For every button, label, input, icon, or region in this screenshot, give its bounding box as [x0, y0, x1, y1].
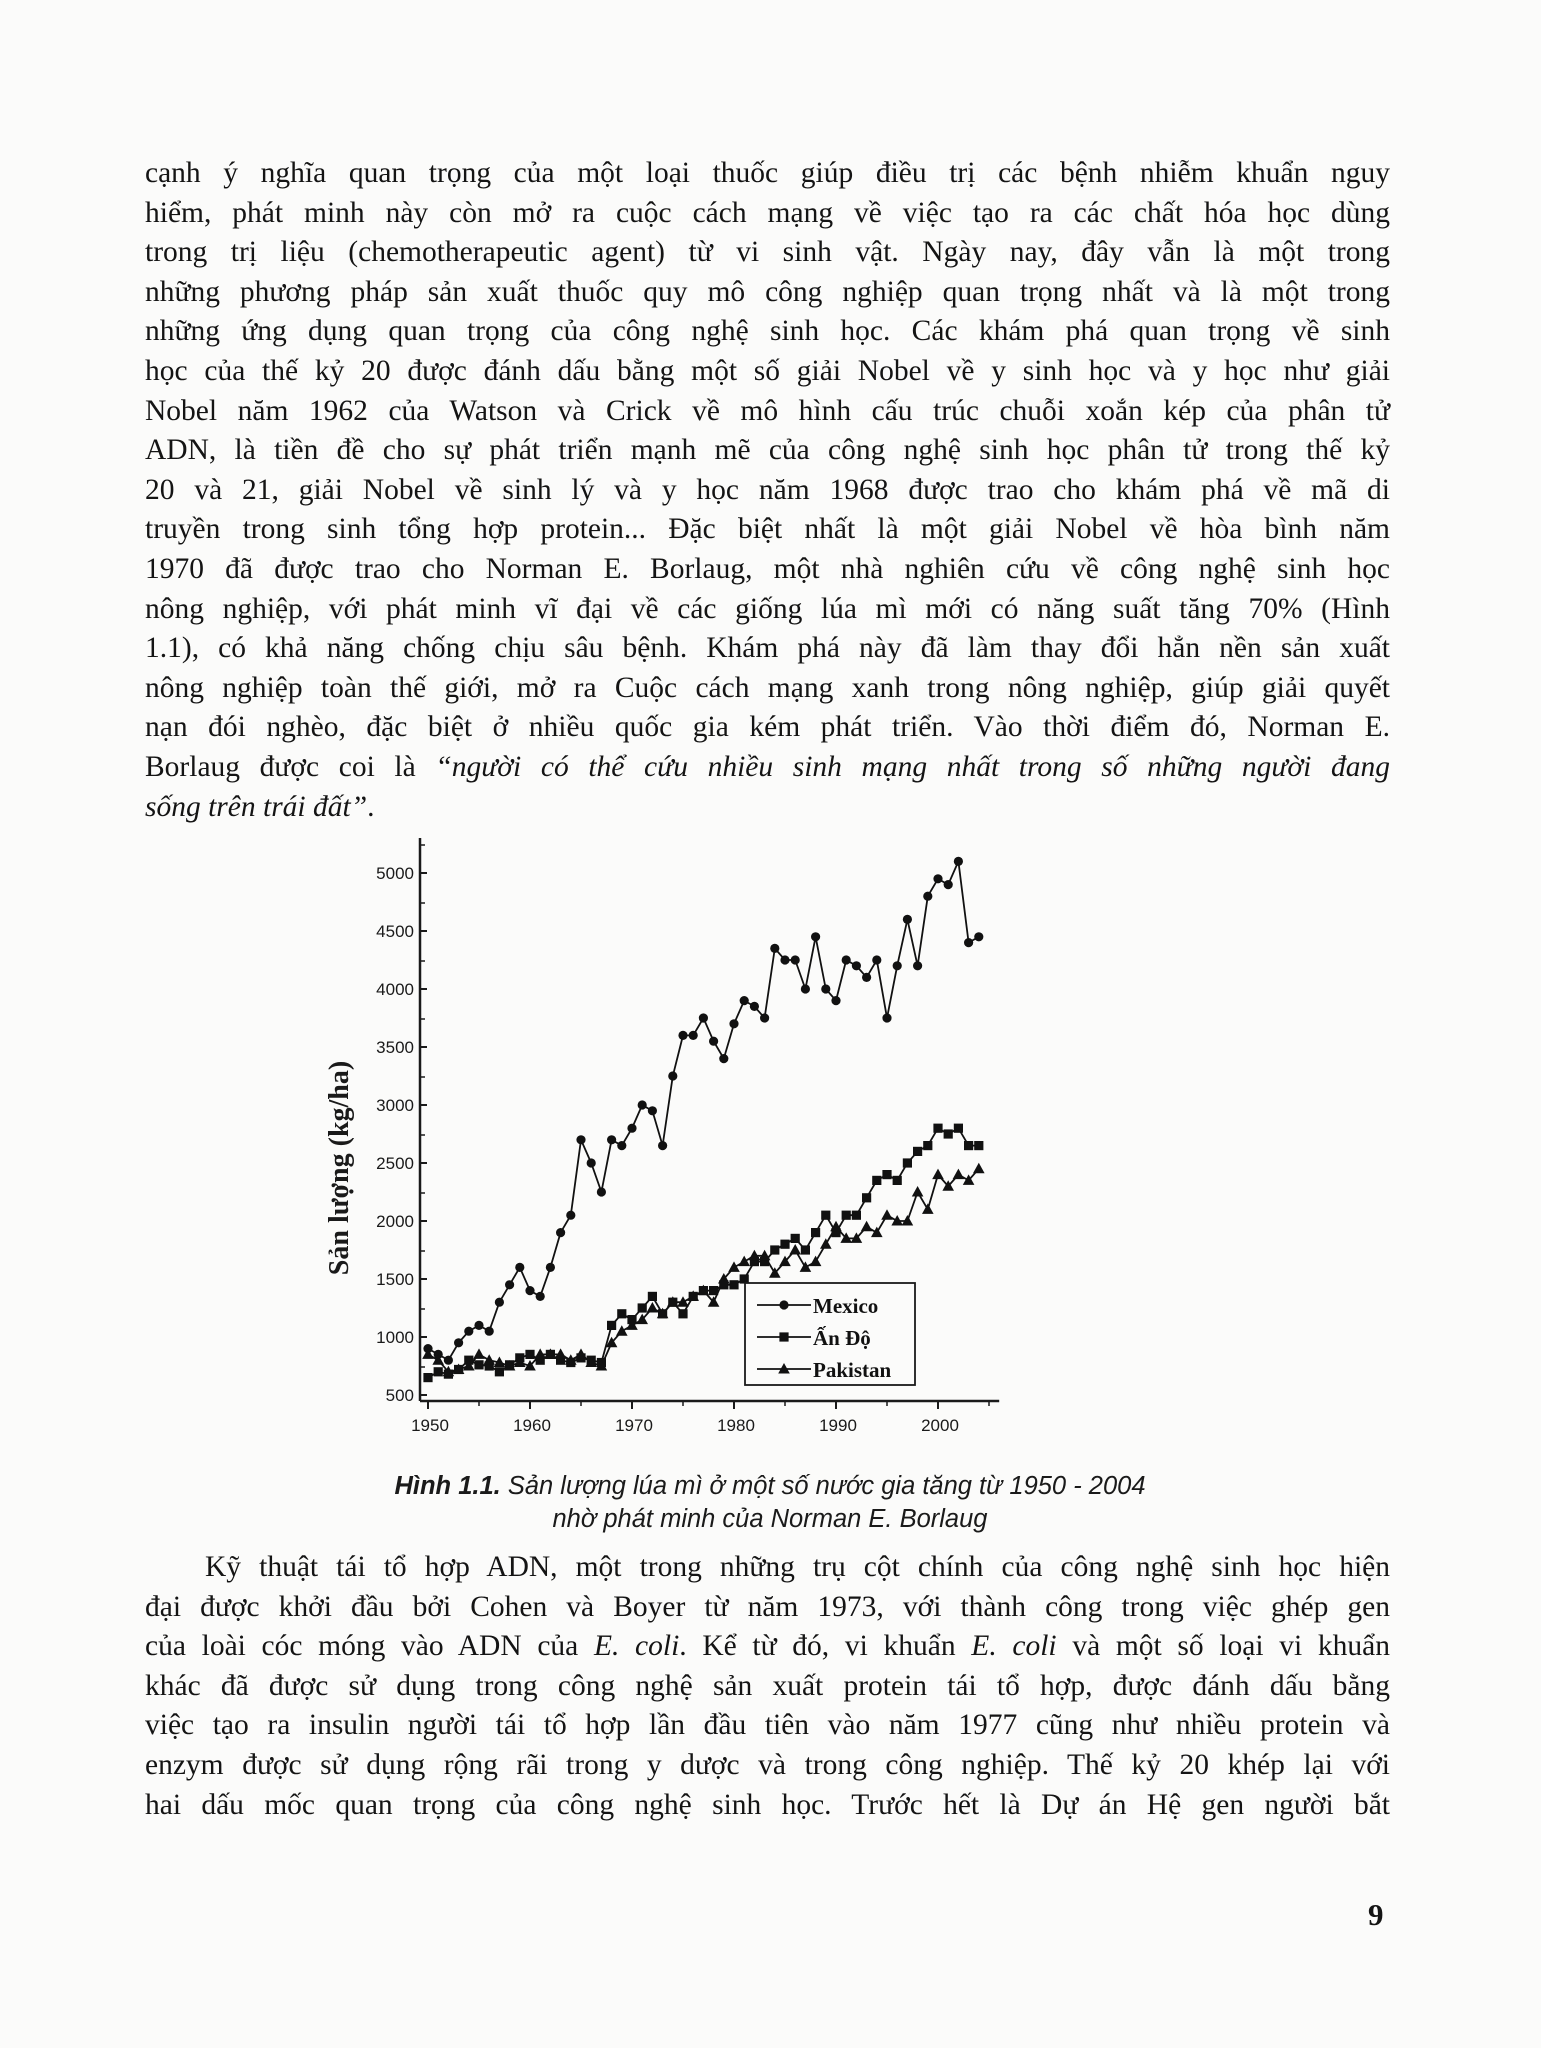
- data-point-circle: [852, 961, 861, 970]
- data-point-triangle: [922, 1203, 934, 1214]
- y-tick-label: 2500: [376, 1154, 414, 1173]
- ecoli-term: E. coli: [971, 1630, 1057, 1663]
- legend-marker-square: [779, 1332, 788, 1341]
- data-point-circle: [729, 1019, 738, 1028]
- data-point-circle: [913, 961, 922, 970]
- caption-text-1: Sản lượng lúa mì ở một số nước gia tăng từ 1950 - 2004: [500, 1472, 1146, 1500]
- data-point-triangle: [738, 1256, 750, 1267]
- caption-label: Hình 1.1.: [394, 1472, 501, 1500]
- data-point-triangle: [810, 1256, 822, 1267]
- data-point-square: [903, 1158, 912, 1167]
- text-line: 1970 đã được trao cho Norman E. Borlaug, một nhà nghiên cứu về công nghệ sinh học: [145, 552, 1390, 585]
- data-point-triangle: [800, 1261, 812, 1272]
- chart-svg: [320, 838, 1200, 1458]
- data-point-circle: [882, 1013, 891, 1022]
- text-line: enzym được sử dụng rộng rãi trong y dược và trong công nghiệp. Thế kỷ 20 khép lại với: [145, 1748, 1390, 1781]
- data-point-triangle: [616, 1325, 628, 1336]
- text-line: nông nghiệp toàn thế giới, mở ra Cuộc cách mạng xanh trong nông nghiệp, giúp giải quyết: [145, 671, 1390, 704]
- data-point-square: [944, 1129, 953, 1138]
- data-point-circle: [638, 1100, 647, 1109]
- data-point-square: [974, 1141, 983, 1150]
- text-line: cạnh ý nghĩa quan trọng của một loại thuốc giúp điều trị các bệnh nhiễm khuẩn nguy: [145, 157, 1390, 189]
- data-point-circle: [842, 955, 851, 964]
- text-line: 20 và 21, giải Nobel về sinh lý và y học năm 1968 được trao cho khám phá về mã di: [145, 473, 1390, 506]
- x-tick-label: 2000: [921, 1416, 959, 1435]
- figure-caption: [240, 1470, 1300, 1536]
- data-point-square: [525, 1350, 534, 1359]
- data-point-square: [607, 1321, 616, 1330]
- y-tick-label: 1500: [376, 1270, 414, 1289]
- text-line: Kỹ thuật tái tổ hợp ADN, một trong những trụ cột chính của công nghệ sinh học hiện: [205, 1551, 1390, 1583]
- data-point-square: [709, 1286, 718, 1295]
- data-point-circle: [831, 996, 840, 1005]
- data-point-circle: [719, 1054, 728, 1063]
- text-line: [145, 748, 1390, 788]
- data-point-circle: [444, 1356, 453, 1365]
- y-axis-label: Sản lượng (kg/ha): [324, 1060, 355, 1276]
- data-point-square: [495, 1367, 504, 1376]
- data-point-circle: [750, 1002, 759, 1011]
- data-point-triangle: [789, 1244, 801, 1255]
- data-point-circle: [495, 1298, 504, 1307]
- data-point-circle: [811, 932, 820, 941]
- text-line: những ứng dụng quan trọng của công nghệ sinh học. Các khám phá quan trọng về sinh: [145, 315, 1390, 348]
- data-point-square: [678, 1309, 687, 1318]
- text-span: .: [367, 790, 375, 823]
- data-point-circle: [566, 1211, 575, 1220]
- page-number: 9: [1368, 1897, 1384, 1932]
- x-tick-label: 1980: [717, 1416, 755, 1435]
- data-point-circle: [801, 984, 810, 993]
- y-tick-label: 4500: [376, 922, 414, 941]
- data-point-square: [862, 1193, 871, 1202]
- data-point-square: [780, 1240, 789, 1249]
- text-span: Borlaug được coi là: [145, 750, 436, 783]
- text-line: Nobel năm 1962 của Watson và Crick về mô hình cấu trúc chuỗi xoắn kép của phân tử: [145, 394, 1390, 427]
- data-point-circle: [862, 973, 871, 982]
- text-line: những phương pháp sản xuất thuốc quy mô công nghiệp quan trọng nhất và là một trong: [145, 275, 1390, 308]
- data-point-circle: [974, 932, 983, 941]
- data-point-square: [770, 1245, 779, 1254]
- data-point-square: [882, 1170, 891, 1179]
- data-point-circle: [760, 1013, 769, 1022]
- data-point-circle: [454, 1338, 463, 1347]
- data-point-circle: [933, 874, 942, 883]
- data-point-triangle: [973, 1163, 985, 1174]
- borlaug-quote-end: sống trên trái đất”: [145, 790, 368, 823]
- text-span: và một số loại vi khuẩn: [1056, 1630, 1390, 1663]
- data-point-square: [801, 1245, 810, 1254]
- text-line: nạn đói nghèo, đặc biệt ở nhiều quốc gia kém phát triển. Vào thời điểm đó, Norman E.: [145, 711, 1390, 744]
- y-tick-label: 500: [385, 1386, 414, 1405]
- data-point-circle: [668, 1071, 677, 1080]
- data-point-square: [638, 1303, 647, 1312]
- data-point-circle: [536, 1292, 545, 1301]
- y-tick-label: 3500: [376, 1038, 414, 1057]
- y-tick-label: 3000: [376, 1096, 414, 1115]
- data-point-circle: [954, 857, 963, 866]
- ecoli-term: E. coli: [593, 1630, 680, 1663]
- data-point-square: [648, 1292, 657, 1301]
- x-tick-label: 1970: [615, 1416, 653, 1435]
- data-point-square: [434, 1367, 443, 1376]
- data-point-square: [423, 1373, 432, 1382]
- data-point-circle: [464, 1327, 473, 1336]
- data-point-circle: [627, 1124, 636, 1133]
- data-point-circle: [709, 1037, 718, 1046]
- data-point-square: [729, 1280, 738, 1289]
- data-point-triangle: [483, 1354, 495, 1365]
- data-point-square: [913, 1147, 922, 1156]
- paragraph-2: [145, 1548, 1390, 1825]
- text-line: đại được khởi đầu bởi Cohen và Boyer từ năm 1973, với thành công trong việc ghép gen: [145, 1590, 1390, 1623]
- text-line: khác đã được sử dụng trong công nghệ sản xuất protein tái tổ hợp, được đánh dấu bằng: [145, 1669, 1390, 1702]
- data-point-circle: [944, 880, 953, 889]
- data-point-triangle: [881, 1209, 893, 1220]
- text-line: trong trị liệu (chemotherapeutic agent) từ vi sinh vật. Ngày nay, đây vẫn là một trong: [145, 236, 1390, 269]
- data-point-square: [923, 1141, 932, 1150]
- text-line: ADN, là tiền đề cho sự phát triển mạnh mẽ của công nghệ sinh học phân tử trong thế kỷ: [145, 434, 1390, 467]
- data-point-circle: [607, 1135, 616, 1144]
- text-line: học của thế kỷ 20 được đánh dấu bằng một số giải Nobel về y sinh học và y học như giải: [145, 354, 1390, 387]
- x-tick-label: 1960: [513, 1416, 551, 1435]
- x-tick-label: 1990: [819, 1416, 857, 1435]
- data-point-square: [821, 1211, 830, 1220]
- data-point-triangle: [728, 1261, 740, 1272]
- data-point-circle: [485, 1327, 494, 1336]
- text-span: của loài cóc móng vào ADN của: [145, 1630, 594, 1663]
- data-point-circle: [505, 1280, 514, 1289]
- y-tick-labels: [376, 864, 414, 1405]
- data-point-square: [964, 1141, 973, 1150]
- data-point-circle: [576, 1135, 585, 1144]
- x-tick-labels: [411, 1416, 959, 1435]
- wheat-yield-chart: [320, 838, 1200, 1458]
- data-point-circle: [678, 1031, 687, 1040]
- data-point-circle: [872, 955, 881, 964]
- x-tick-label: 1950: [411, 1416, 449, 1435]
- data-point-circle: [556, 1228, 565, 1237]
- legend-label: Ấn Độ: [813, 1326, 871, 1350]
- data-point-circle: [740, 996, 749, 1005]
- text-span: . Kể từ đó, vi khuẩn: [679, 1630, 972, 1663]
- data-point-triangle: [473, 1348, 485, 1359]
- data-point-square: [617, 1309, 626, 1318]
- y-tick-label: 2000: [376, 1212, 414, 1231]
- data-point-circle: [964, 938, 973, 947]
- legend-label: Mexico: [813, 1294, 879, 1318]
- data-point-circle: [699, 1013, 708, 1022]
- text-line: nông nghiệp, với phát minh vĩ đại về các giống lúa mì mới có năng suất tăng 70% (Hình: [145, 592, 1390, 625]
- data-point-circle: [515, 1263, 524, 1272]
- data-point-triangle: [953, 1169, 965, 1180]
- data-point-square: [893, 1176, 902, 1185]
- data-point-square: [791, 1234, 800, 1243]
- text-line: việc tạo ra insulin người tái tổ hợp lần đầu tiên vào năm 1977 cũng như nhiều protein và: [145, 1709, 1390, 1742]
- chart-legend: [745, 1283, 915, 1385]
- data-point-circle: [658, 1141, 667, 1150]
- data-point-square: [954, 1124, 963, 1133]
- text-line: hai dấu mốc quan trọng của công nghệ sinh học. Trước hết là Dự án Hệ gen người bắt: [145, 1788, 1390, 1821]
- text-line: 1.1), có khả năng chống chịu sâu bệnh. Khám phá này đã làm thay đổi hẳn nền sản xuất: [145, 632, 1390, 665]
- data-point-circle: [893, 961, 902, 970]
- data-point-circle: [903, 915, 912, 924]
- data-point-triangle: [861, 1221, 873, 1232]
- data-point-circle: [791, 955, 800, 964]
- text-line: [145, 1627, 1390, 1667]
- data-point-square: [872, 1176, 881, 1185]
- data-point-square: [842, 1211, 851, 1220]
- paragraph-1: [145, 154, 1390, 827]
- data-point-circle: [525, 1286, 534, 1295]
- y-tick-label: 1000: [376, 1328, 414, 1347]
- legend-label: Pakistan: [813, 1358, 892, 1382]
- caption-text-2: nhờ phát minh của Norman E. Borlaug: [552, 1505, 988, 1533]
- data-point-square: [852, 1211, 861, 1220]
- text-line: [145, 788, 1390, 828]
- data-point-triangle: [912, 1186, 924, 1197]
- y-tick-label: 5000: [376, 864, 414, 883]
- data-point-square: [474, 1360, 483, 1369]
- caption-line-1: [240, 1470, 1300, 1503]
- data-point-circle: [821, 984, 830, 993]
- data-point-circle: [689, 1031, 698, 1040]
- y-tick-label: 4000: [376, 980, 414, 999]
- data-point-triangle: [932, 1169, 944, 1180]
- data-point-circle: [923, 892, 932, 901]
- data-point-circle: [648, 1106, 657, 1115]
- data-point-circle: [780, 955, 789, 964]
- borlaug-quote: “người có thể cứu nhiều sinh mạng nhất trong số những người đang: [435, 750, 1390, 783]
- data-point-square: [933, 1124, 942, 1133]
- text-line: hiểm, phát minh này còn mở ra cuộc cách mạng về việc tạo ra các chất hóa học dùng: [145, 196, 1390, 229]
- text-line: truyền trong sinh tổng hợp protein... Đặc biệt nhất là một giải Nobel về hòa bình năm: [145, 513, 1390, 546]
- data-point-circle: [770, 944, 779, 953]
- data-point-triangle: [871, 1227, 883, 1238]
- data-point-circle: [617, 1141, 626, 1150]
- data-point-square: [811, 1228, 820, 1237]
- legend-marker-circle: [779, 1300, 788, 1309]
- data-point-circle: [587, 1158, 596, 1167]
- data-point-circle: [546, 1263, 555, 1272]
- data-point-circle: [597, 1187, 606, 1196]
- data-point-triangle: [820, 1238, 832, 1249]
- data-point-circle: [474, 1321, 483, 1330]
